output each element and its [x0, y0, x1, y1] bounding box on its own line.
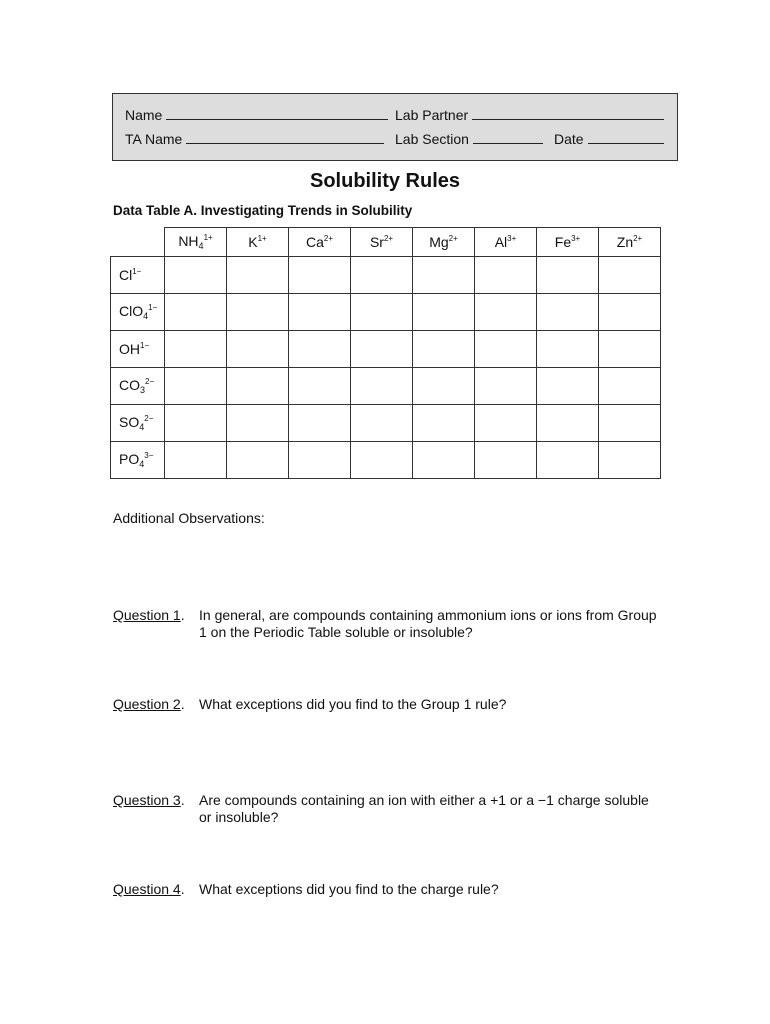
student-info-box	[112, 93, 678, 161]
ta-label: TA Name	[125, 131, 183, 147]
table-row	[111, 405, 661, 442]
observations-label: Additional Observations:	[113, 510, 265, 526]
cation-header-mg: $Mg^{2+}$	[413, 228, 475, 257]
question-2-text: What exceptions did you find to the Group 1 rule?	[199, 696, 507, 712]
cation-header-zn: $Zn^{2+}$	[599, 228, 661, 257]
result-cell[interactable]	[475, 331, 537, 368]
name-field[interactable]	[166, 106, 388, 120]
result-cell[interactable]	[413, 331, 475, 368]
result-cell[interactable]	[475, 405, 537, 442]
result-cell[interactable]	[227, 405, 289, 442]
result-cell[interactable]	[289, 405, 351, 442]
result-cell[interactable]	[413, 368, 475, 405]
result-cell[interactable]	[227, 331, 289, 368]
result-cell[interactable]	[227, 294, 289, 331]
date-field[interactable]	[588, 130, 664, 144]
question-3-label: Question 3	[113, 792, 181, 808]
anion-label-po4: $PO_4^{3-}$	[111, 442, 165, 479]
result-cell[interactable]	[165, 442, 227, 479]
result-cell[interactable]	[413, 442, 475, 479]
result-cell[interactable]	[289, 257, 351, 294]
date-row	[554, 130, 664, 148]
result-cell[interactable]	[599, 257, 661, 294]
result-cell[interactable]	[599, 331, 661, 368]
result-cell[interactable]	[537, 442, 599, 479]
solubility-table	[110, 227, 661, 479]
result-cell[interactable]	[537, 331, 599, 368]
result-cell[interactable]	[475, 294, 537, 331]
result-cell[interactable]	[537, 368, 599, 405]
result-cell[interactable]	[165, 405, 227, 442]
table-row	[111, 294, 661, 331]
table-row	[111, 368, 661, 405]
result-cell[interactable]	[165, 331, 227, 368]
result-cell[interactable]	[165, 294, 227, 331]
name-row	[125, 106, 388, 124]
result-cell[interactable]	[289, 442, 351, 479]
question-1-label: Question 1	[113, 607, 181, 623]
result-cell[interactable]	[599, 405, 661, 442]
section-label: Lab Section	[395, 131, 469, 147]
cation-header-ca: $Ca^{2+}$	[289, 228, 351, 257]
anion-label-cl: $Cl^{1-}$	[111, 257, 165, 294]
result-cell[interactable]	[475, 442, 537, 479]
result-cell[interactable]	[413, 257, 475, 294]
table-row	[111, 257, 661, 294]
result-cell[interactable]	[537, 257, 599, 294]
result-cell[interactable]	[599, 294, 661, 331]
cation-header-k: $K^{1+}$	[227, 228, 289, 257]
name-label: Name	[125, 107, 163, 123]
cation-header-sr: $Sr^{2+}$	[351, 228, 413, 257]
cation-header-fe: $Fe^{3+}$	[537, 228, 599, 257]
result-cell[interactable]	[475, 368, 537, 405]
question-2-label: Question 2	[113, 696, 181, 712]
result-cell[interactable]	[227, 442, 289, 479]
result-cell[interactable]	[289, 331, 351, 368]
table-row	[111, 331, 661, 368]
result-cell[interactable]	[351, 405, 413, 442]
date-label: Date	[554, 131, 584, 147]
partner-row	[395, 106, 664, 124]
result-cell[interactable]	[351, 442, 413, 479]
partner-field[interactable]	[472, 106, 664, 120]
cation-header-nh4: $NH_4^{1+}$	[165, 228, 227, 257]
result-cell[interactable]	[537, 294, 599, 331]
result-cell[interactable]	[227, 368, 289, 405]
ta-row	[125, 130, 384, 148]
result-cell[interactable]	[351, 368, 413, 405]
anion-label-so4: $SO_4^{2-}$	[111, 405, 165, 442]
result-cell[interactable]	[475, 257, 537, 294]
result-cell[interactable]	[351, 331, 413, 368]
table-caption: Data Table A. Investigating Trends in Solubility	[113, 203, 413, 218]
question-3-text: Are compounds containing an ion with either a +1 or a −1 charge soluble or insoluble?	[199, 792, 649, 825]
cation-header-row	[111, 228, 661, 257]
table-corner	[111, 228, 165, 257]
result-cell[interactable]	[351, 294, 413, 331]
anion-label-clo4: ClO$_4^{1-}$	[111, 294, 165, 331]
result-cell[interactable]	[289, 294, 351, 331]
result-cell[interactable]	[413, 294, 475, 331]
result-cell[interactable]	[289, 368, 351, 405]
question-4-label: Question 4	[113, 881, 181, 897]
section-field[interactable]	[473, 130, 543, 144]
partner-label: Lab Partner	[395, 107, 469, 123]
section-row	[395, 130, 543, 148]
result-cell[interactable]	[351, 257, 413, 294]
result-cell[interactable]	[599, 442, 661, 479]
question-4-text: What exceptions did you find to the charge rule?	[199, 881, 499, 897]
result-cell[interactable]	[165, 368, 227, 405]
result-cell[interactable]	[599, 368, 661, 405]
anion-label-oh: $OH^{1-}$	[111, 331, 165, 368]
result-cell[interactable]	[165, 257, 227, 294]
ta-field[interactable]	[186, 130, 384, 144]
question-1-text: In general, are compounds containing ammonium ions or ions from Group 1 on the Periodic Table soluble or insoluble?	[199, 607, 657, 640]
result-cell[interactable]	[413, 405, 475, 442]
table-row	[111, 442, 661, 479]
result-cell[interactable]	[537, 405, 599, 442]
anion-label-co3: $CO_3^{2-}$	[111, 368, 165, 405]
page-title: Solubility Rules	[309, 170, 461, 192]
cation-header-al: $Al^{3+}$	[475, 228, 537, 257]
result-cell[interactable]	[227, 257, 289, 294]
